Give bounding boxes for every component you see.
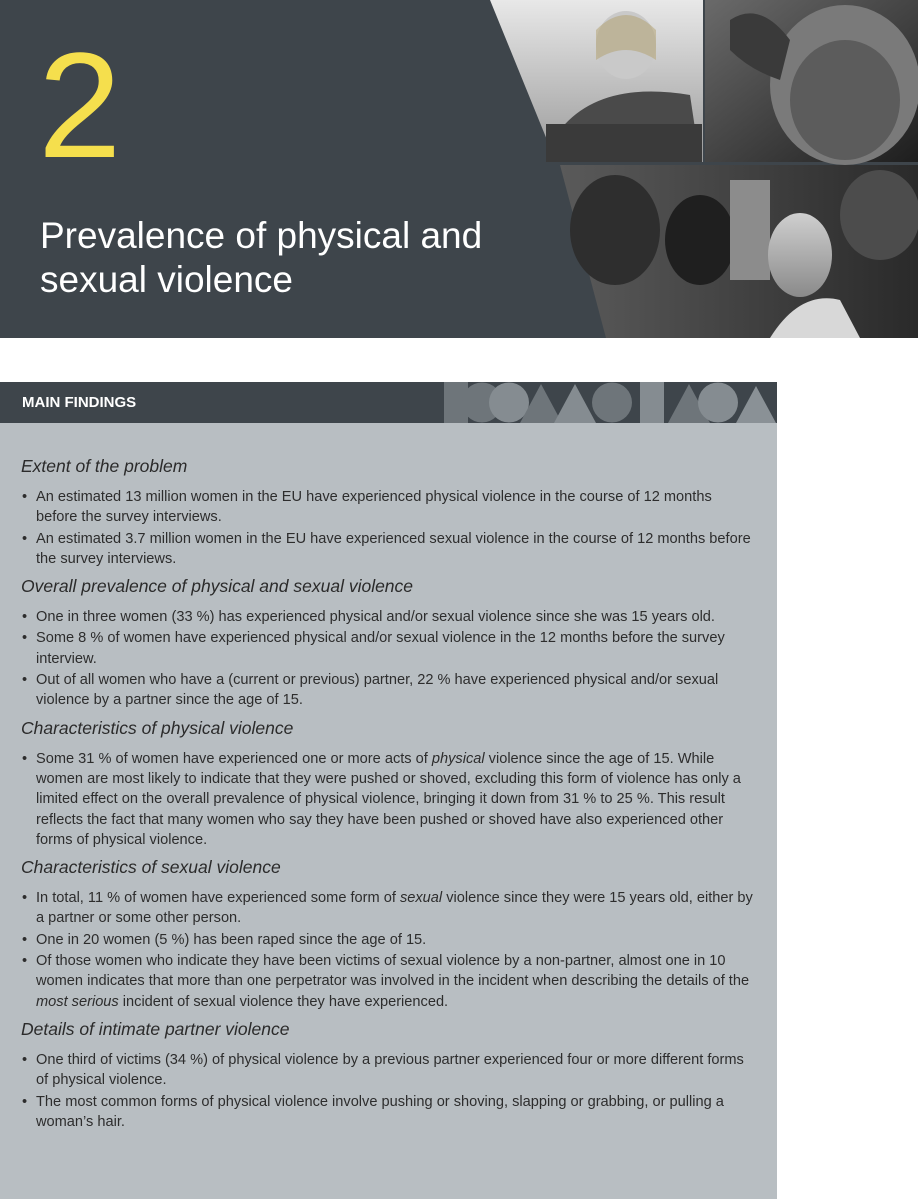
bullet-item: • One in three women (33 %) has experienced physical and/or sexual violence since she was 15 years old. (0, 607, 777, 627)
section-extent-of-problem (0, 455, 777, 569)
photo-older-woman (705, 0, 918, 165)
bullet-item: • One third of victims (34 %) of physical violence by a previous partner experienced four or more different forms of physical violence. (0, 1050, 777, 1091)
decorative-shapes (444, 382, 777, 423)
bullet-item: • Some 8 % of women have experienced physical and/or sexual violence in the 12 months before the survey interview. (0, 628, 777, 669)
bullet-list (0, 749, 777, 850)
emphasis-text: most serious (36, 993, 119, 1010)
section-heading: Characteristics of physical violence (21, 717, 294, 738)
emphasis-text: physical (431, 750, 485, 767)
bullet-item: • One in 20 women (5 %) has been raped since the age of 15. (0, 930, 777, 950)
bullet-item: • The most common forms of physical violence involve pushing or shoving, slapping or grabbing, or pulling a woman’s hair. (0, 1092, 777, 1133)
emphasis-text: sexual (399, 890, 443, 907)
chapter-title: Prevalence of physical and sexual violence (40, 215, 483, 300)
photo-group-of-people (560, 165, 918, 338)
bullet-item: • An estimated 13 million women in the EU have experienced physical violence in the course of 12 months before the survey interviews. (0, 487, 777, 528)
chapter-number: 2 (38, 21, 118, 189)
bullet-list (0, 888, 777, 1012)
section-heading: Extent of the problem (21, 456, 188, 476)
section-heading: Characteristics of sexual violence (21, 857, 281, 878)
bullet-item: • Some 31 % of women have experienced one or more acts of physical violence since the age of 15. While women are most likely to indicate that they were pushed or shoved, excluding this form of violence has only a limited effect on the overall prevalence of physical violence, bringing it down from 31 % to 25 %. This result reflects the fact that many women who say they have been pushed or shoved have also experienced other forms of physical violence. (0, 749, 777, 850)
bullet-item: • In total, 11 % of women have experienced some form of sexual violence since they were 15 years old, either by a partner or some other person. (0, 888, 777, 929)
section-sexual-violence (0, 856, 777, 1012)
bullet-list (0, 607, 777, 710)
section-heading: Details of intimate partner violence (21, 1018, 290, 1039)
bullet-item: • An estimated 3.7 million women in the EU have experienced sexual violence in the course of 12 months before the survey interviews. (0, 529, 777, 570)
main-findings-panel (0, 382, 777, 1199)
section-heading: Overall prevalence of physical and sexual violence (21, 576, 414, 597)
section-physical-violence (0, 717, 777, 850)
bullet-list (0, 1050, 777, 1132)
findings-content (0, 455, 777, 1138)
panel-heading: MAIN FINDINGS (22, 394, 137, 411)
photo-woman-at-laptop (490, 0, 703, 162)
bullet-list (0, 487, 777, 569)
bullet-item: • Of those women who indicate they have been victims of sexual violence by a non-partner, almost one in 10 women indicates that more than one perpetrator was involved in the incident when describing the details of the most serious incident of sexual violence they have experienced. (0, 951, 777, 1012)
bullet-item: • Out of all women who have a (current or previous) partner, 22 % have experienced physical and/or sexual violence by a partner since the age of 15. (0, 670, 777, 711)
section-intimate-partner-violence (0, 1018, 777, 1132)
section-overall-prevalence (0, 575, 777, 710)
panel-header-bar (0, 382, 777, 423)
